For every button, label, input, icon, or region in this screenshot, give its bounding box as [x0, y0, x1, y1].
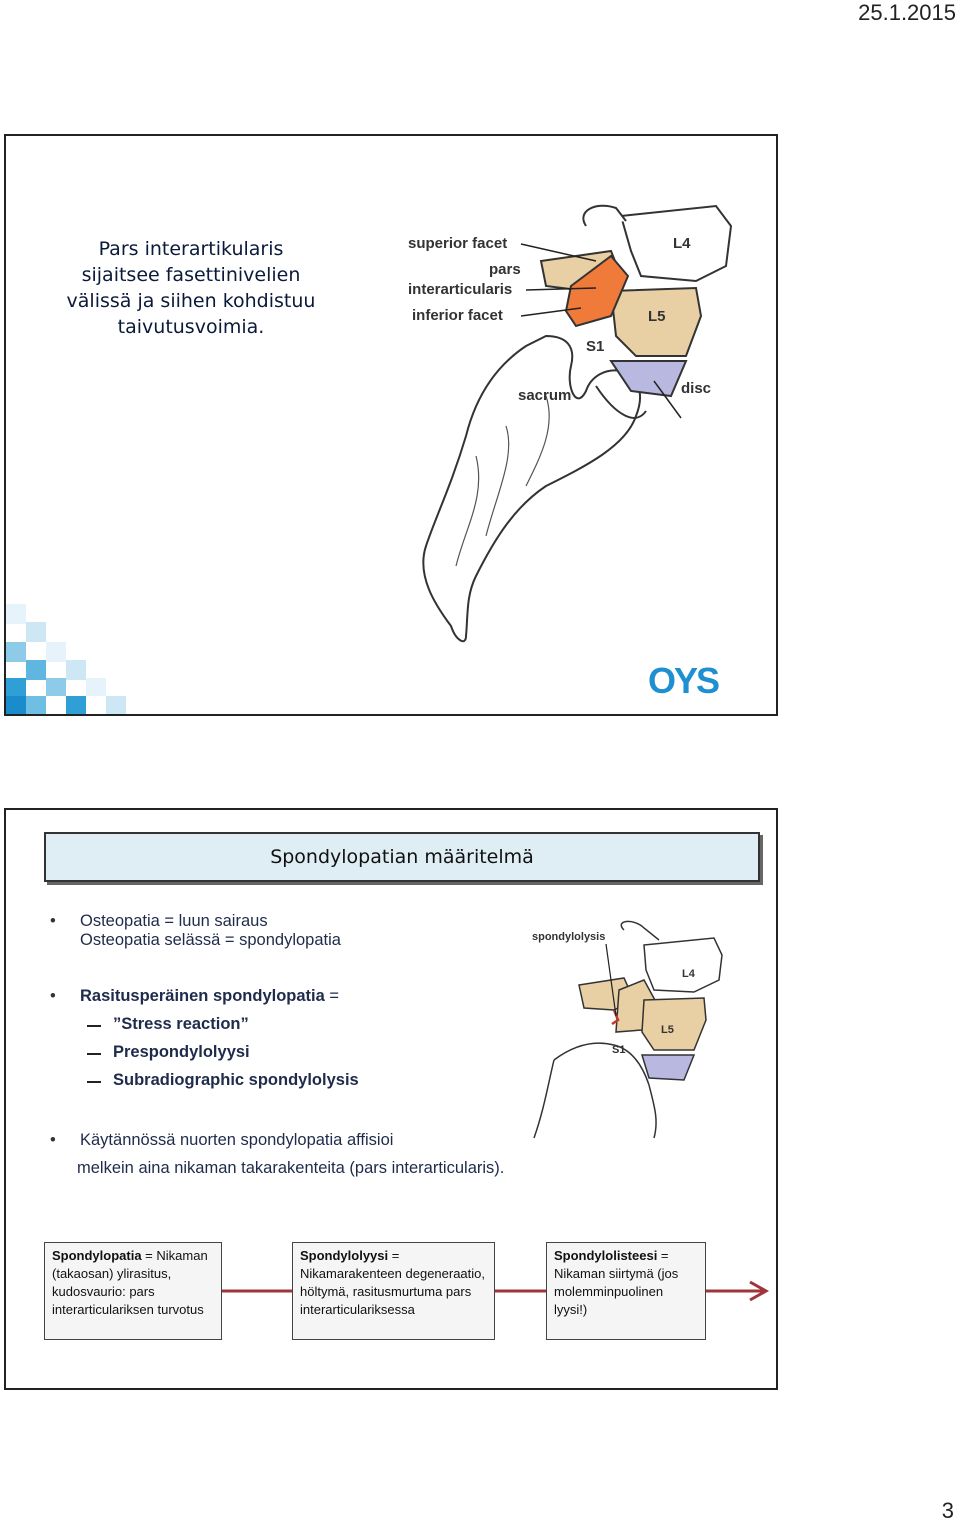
box-text: = Nikamarakenteen degeneraatio, höltymä, rasitusmurtuma pars interarticulariksessa — [300, 1248, 486, 1317]
box-text: = Nikaman (takaosan) ylirasitus, kudosvaurio: pars interarticulariksen turvotus — [52, 1248, 208, 1317]
bullet-rest: = — [324, 987, 340, 1005]
bullet-rasitus — [80, 987, 339, 1006]
bullet-bold: Rasitusperäinen spondylopatia — [80, 987, 325, 1005]
sub-item: Subradiographic spondylolysis — [113, 1071, 359, 1089]
label-l4: L4 — [682, 968, 695, 980]
label-s1: S1 — [612, 1044, 626, 1056]
bullet-line: Osteopatia selässä = spondylopatia — [80, 931, 341, 949]
oys-logo — [648, 660, 738, 700]
flow-box-spondylolisteesi — [546, 1242, 706, 1340]
label-l5: L5 — [648, 308, 666, 325]
label-sacrum: sacrum — [518, 387, 572, 404]
label-disc: disc — [681, 380, 712, 397]
flow-box-spondylolyysi — [292, 1242, 495, 1340]
spondylolysis-figure — [524, 920, 734, 1140]
label-interarticularis: interarticularis — [408, 281, 513, 298]
logo-text: OYS — [648, 660, 719, 700]
spine-anatomy-figure — [396, 196, 746, 656]
bullet-line: • Käytännössä nuorten spondylopatia affisioi — [80, 1131, 394, 1149]
slide-1 — [4, 134, 778, 716]
bullet-line: melkein aina nikaman takarakenteita (pars interarticularis). — [77, 1159, 505, 1177]
text-line: välissä ja siihen kohdistuu — [66, 290, 316, 312]
text-line: taivutusvoimia. — [117, 316, 265, 338]
box-term: Spondylolyysi — [300, 1248, 389, 1263]
label-spondylolysis: spondylolysis — [532, 931, 606, 943]
sub-item: Prespondylolyysi — [113, 1043, 250, 1061]
page-number: 3 — [941, 1498, 954, 1523]
bullet-kaytannossa — [77, 1126, 505, 1182]
sub-item: ”Stress reaction” — [113, 1015, 249, 1033]
label-l5: L5 — [661, 1024, 674, 1036]
text-line: sijaitsee fasettinivelien — [81, 264, 301, 286]
label-inferior-facet: inferior facet — [412, 307, 503, 324]
slide2-title: Spondylopatian määritelmä — [44, 832, 760, 882]
label-l4: L4 — [673, 235, 691, 252]
bullet-line: • Osteopatia = luun sairaus — [80, 912, 268, 930]
box-text: = Nikaman siirtymä (jos molemminpuolinen lyysi!) — [554, 1248, 679, 1317]
label-s1: S1 — [586, 338, 605, 355]
bullet-osteopatia — [80, 912, 341, 950]
header-date: 25.1.2015 — [858, 0, 956, 25]
label-pars: pars — [489, 261, 521, 278]
label-superior-facet: superior facet — [408, 235, 508, 252]
text-line: Pars interartikularis — [98, 238, 284, 260]
flow-box-spondylopatia — [44, 1242, 222, 1340]
slide1-text — [46, 236, 336, 340]
box-term: Spondylolisteesi — [554, 1248, 658, 1263]
decorative-mosaic — [6, 604, 146, 714]
slide-2 — [4, 808, 778, 1390]
box-term: Spondylopatia — [52, 1248, 142, 1263]
